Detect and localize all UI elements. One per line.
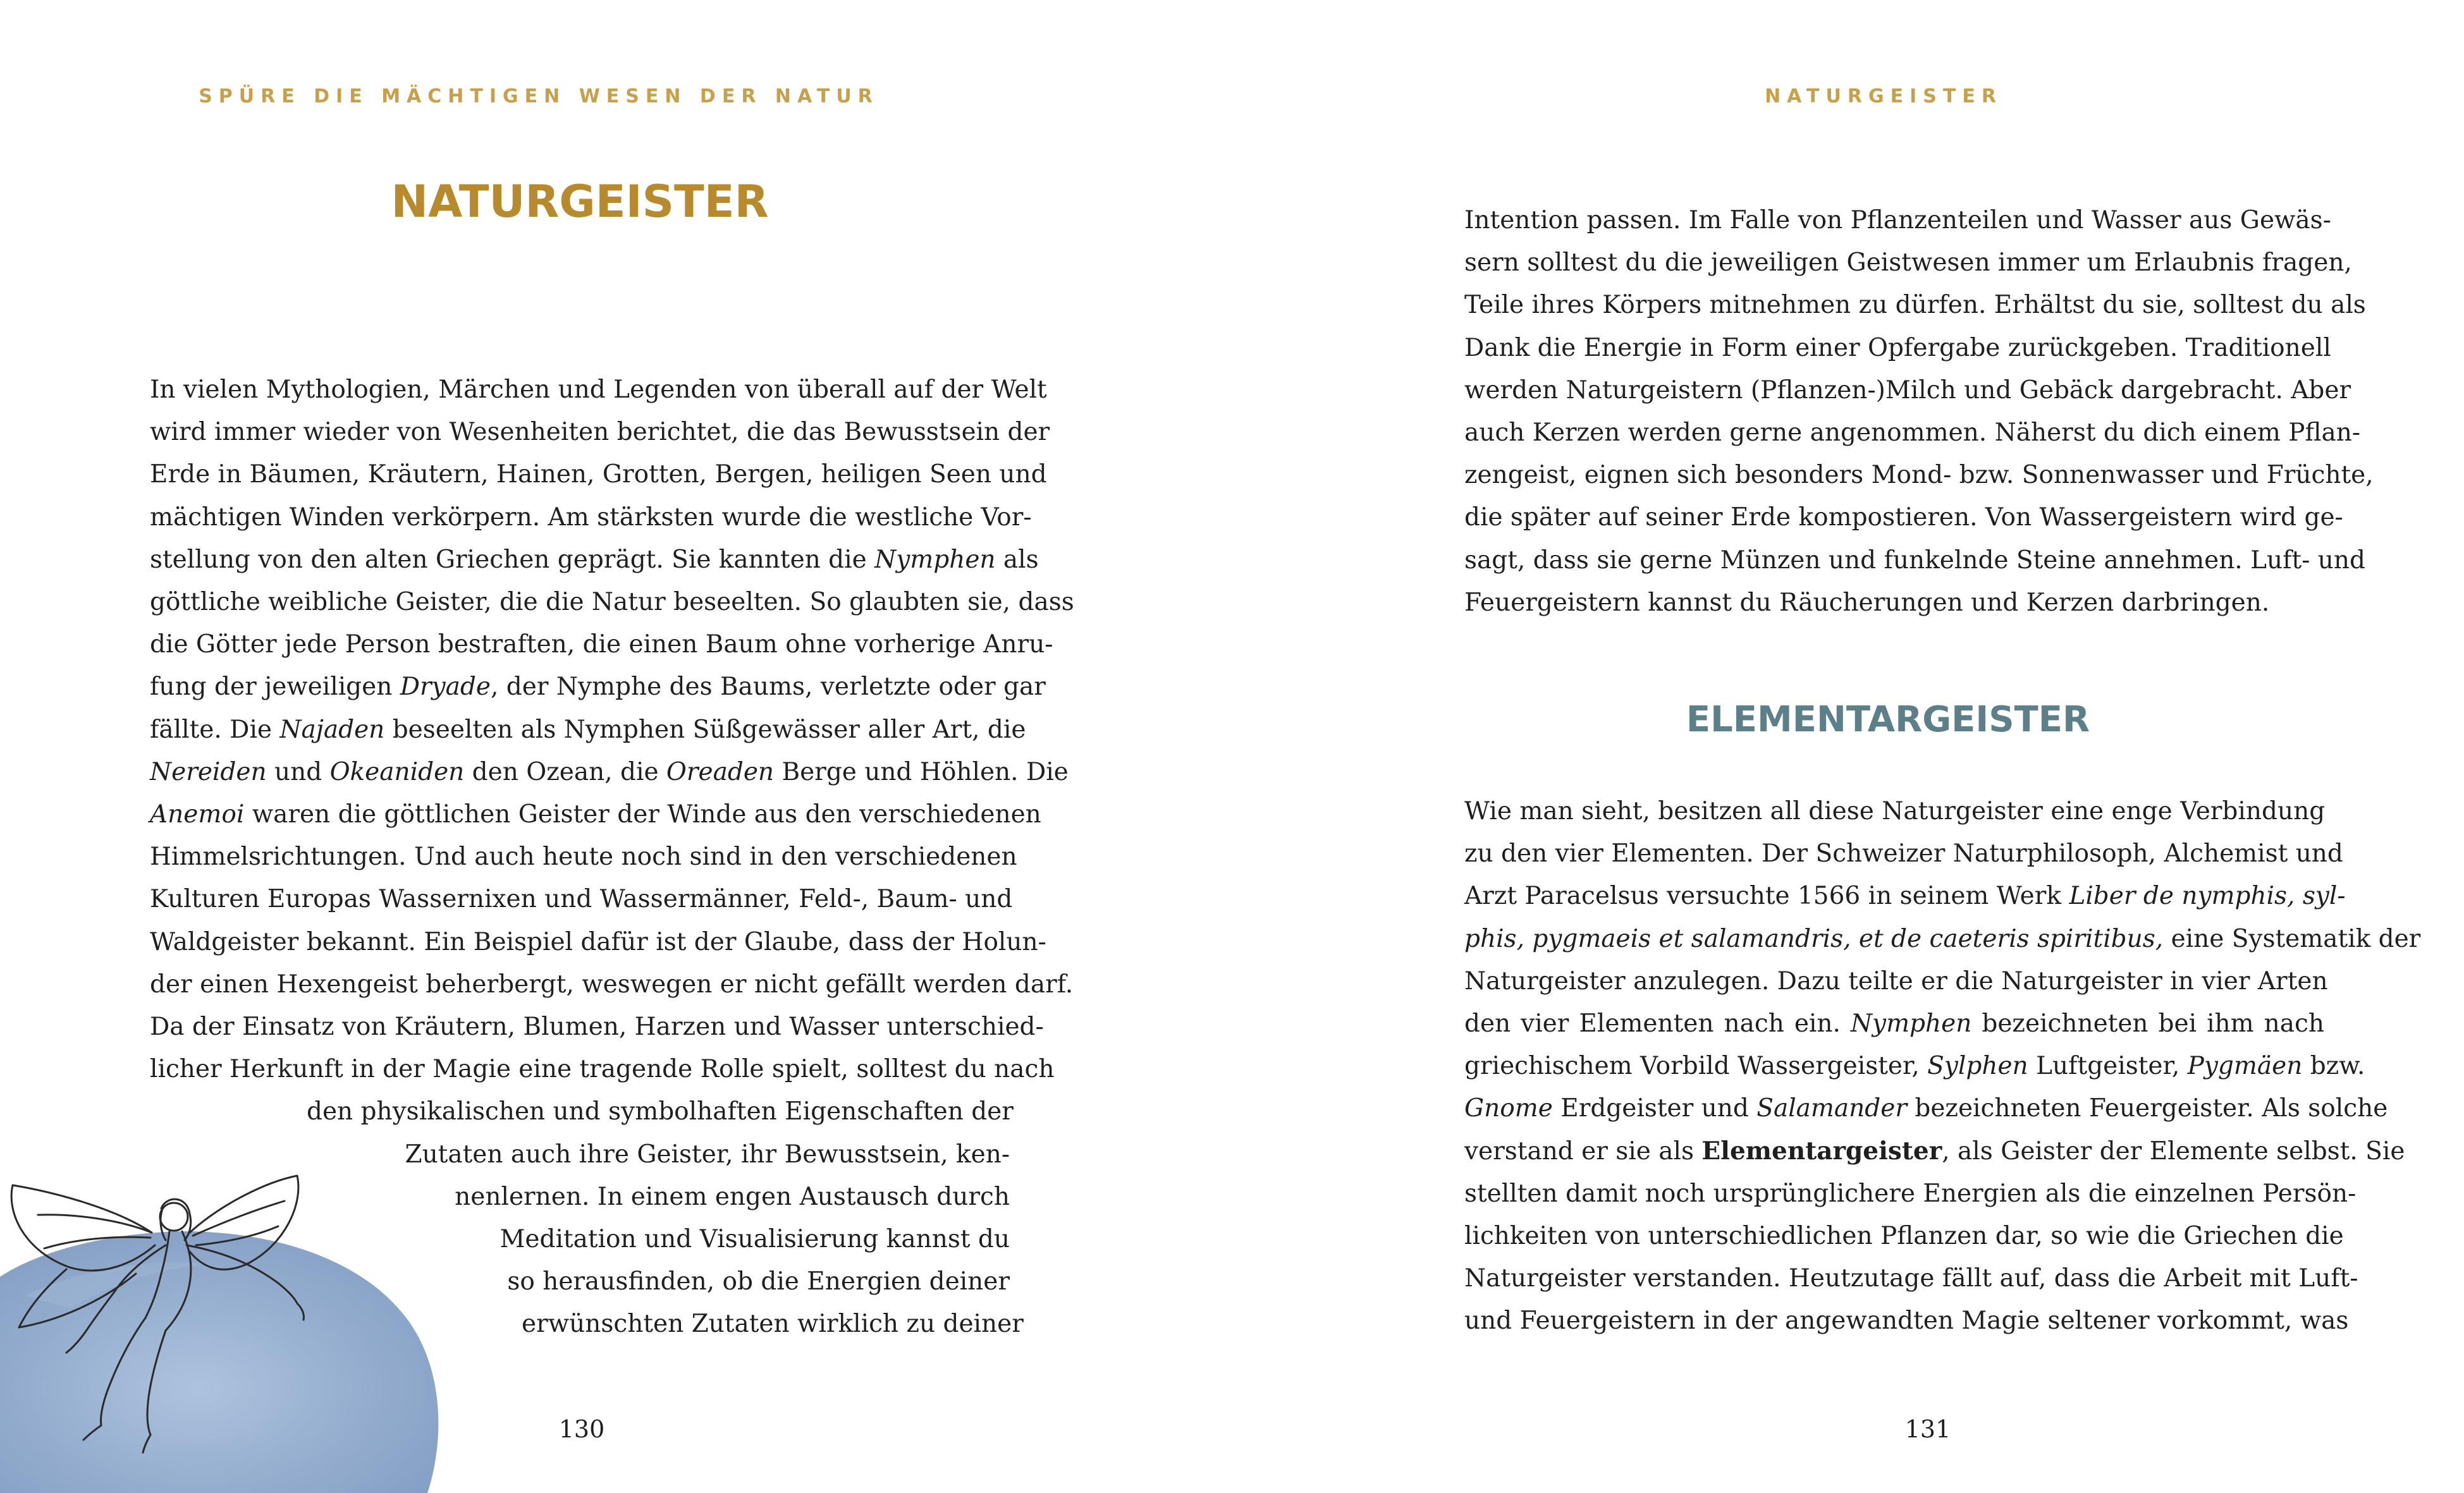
text-line: Kulturen Europas Wassernixen und Wassermänner, Feld-, Baum- und xyxy=(150,885,1013,914)
text-line: fung der jeweiligen Dryade, der Nymphe des Baums, verletzte oder gar xyxy=(150,673,1046,702)
section-title: ELEMENTARGEISTER xyxy=(1686,699,2090,740)
text-line: göttliche weibliche Geister, die die Natur beseelten. So glaubten sie, dass xyxy=(150,588,1074,616)
text-line: stellung von den alten Griechen geprägt. Sie kannten die Nymphen als xyxy=(150,545,1039,574)
text-line: und Feuergeistern in der angewandten Magie seltener vorkommt, was xyxy=(1464,1307,2349,1336)
text-line: der einen Hexengeist beherbergt, weswegen er nicht gefällt werden darf. xyxy=(150,970,1074,999)
text-line: fällte. Die Najaden beseelten als Nymphen Süßgewässer aller Art, die xyxy=(150,715,1026,744)
text-line: erwünschten Zutaten wirklich zu deiner xyxy=(522,1310,1024,1339)
text-line: Anemoi waren die göttlichen Geister der Winde aus den verschiedenen xyxy=(150,800,1041,829)
text-line: nenlernen. In einem engen Austausch durch xyxy=(455,1182,1010,1211)
text-line: Arzt Paracelsus versuchte 1566 in seinem Werk Liber de nymphis, syl- xyxy=(1464,882,2346,911)
text-line: Wie man sieht, besitzen all diese Naturgeister eine enge Verbindung xyxy=(1464,797,2326,826)
text-line: so herausfinden, ob die Energien deiner xyxy=(507,1267,1010,1296)
text-line: die Götter jede Person bestraften, die einen Baum ohne vorherige Anru- xyxy=(150,630,1053,659)
text-line: stellten damit noch ursprünglichere Energien als die einzelnen Persön- xyxy=(1464,1179,2357,1208)
page-number-left: 130 xyxy=(558,1415,605,1443)
text-line: Erde in Bäumen, Kräutern, Hainen, Grotten, Bergen, heiligen Seen und xyxy=(150,460,1047,489)
running-head-right: NATURGEISTER xyxy=(1765,85,2002,107)
text-line: die später auf seiner Erde kompostieren. Von Wassergeistern wird ge- xyxy=(1464,503,2343,532)
text-line: Feuergeistern kannst du Räucherungen und Kerzen darbringen. xyxy=(1464,588,2270,617)
right-page xyxy=(1232,0,2464,1493)
text-line: wird immer wieder von Wesenheiten berichtet, die das Bewusstsein der xyxy=(150,418,1050,447)
text-line: Zutaten auch ihre Geister, ihr Bewusstsein, ken- xyxy=(405,1140,1010,1169)
chapter-title: NATURGEISTER xyxy=(391,176,769,228)
text-line: Nereiden und Okeaniden den Ozean, die Oreaden Berge und Höhlen. Die xyxy=(150,757,1069,786)
page-number-right: 131 xyxy=(1904,1415,1951,1443)
text-line: zengeist, eignen sich besonders Mond- bzw. Sonnenwasser und Früchte, xyxy=(1464,461,2374,490)
text-line: griechischem Vorbild Wassergeister, Sylphen Luftgeister, Pygmäen bzw. xyxy=(1464,1052,2365,1081)
text-line: Intention passen. Im Falle von Pflanzenteilen und Wasser aus Gewäs- xyxy=(1464,206,2331,235)
text-line: licher Herkunft in der Magie eine tragende Rolle spielt, solltest du nach xyxy=(150,1055,1055,1084)
text-line: den physikalischen und symbolhaften Eigenschaften der xyxy=(307,1097,1014,1126)
text-line: lichkeiten von unterschiedlichen Pflanzen dar, so wie die Griechen die xyxy=(1464,1222,2344,1250)
text-line: auch Kerzen werden gerne angenommen. Näherst du dich einem Pflan- xyxy=(1464,418,2361,447)
text-line: Naturgeister verstanden. Heutzutage fällt auf, dass die Arbeit mit Luft- xyxy=(1464,1264,2358,1293)
text-line: In vielen Mythologien, Märchen und Legenden von überall auf der Welt xyxy=(150,375,1047,404)
text-line: zu den vier Elementen. Der Schweizer Naturphilosoph, Alchemist und xyxy=(1464,839,2343,868)
text-line: phis, pygmaeis et salamandris, et de caeteris spiritibus, eine Systematik der xyxy=(1464,924,2421,953)
text-line: Meditation und Visualisierung kannst du xyxy=(500,1225,1010,1253)
running-head-left: SPÜRE DIE MÄCHTIGEN WESEN DER NATUR xyxy=(199,85,879,107)
text-line: Dank die Energie in Form einer Opfergabe zurückgeben. Traditionell xyxy=(1464,333,2331,362)
text-line: Naturgeister anzulegen. Dazu teilte er die Naturgeister in vier Arten xyxy=(1464,966,2328,996)
text-line: werden Naturgeistern (Pflanzen-)Milch und Gebäck dargebracht. Aber xyxy=(1464,375,2351,405)
text-line: mächtigen Winden verkörpern. Am stärksten wurde die westliche Vor- xyxy=(150,503,1032,532)
text-line: Himmelsrichtungen. Und auch heute noch sind in den verschiedenen xyxy=(150,843,1017,872)
text-line: Da der Einsatz von Kräutern, Blumen, Harzen und Wasser unterschied- xyxy=(150,1013,1044,1041)
text-line: sern solltest du die jeweiligen Geistwesen immer um Erlaubnis fragen, xyxy=(1464,248,2352,277)
fairy-illustration xyxy=(0,1157,455,1493)
text-line: Waldgeister bekannt. Ein Beispiel dafür ist der Glaube, dass der Holun- xyxy=(150,927,1046,956)
text-line: sagt, dass sie gerne Münzen und funkelnde Steine annehmen. Luft- und xyxy=(1464,545,2366,575)
text-line: verstand er sie als Elementargeister, als Geister der Elemente selbst. Sie xyxy=(1464,1136,2405,1166)
text-line: Gnome Erdgeister und Salamander bezeichneten Feuergeister. Als solche xyxy=(1464,1094,2388,1123)
text-line: den vier Elementen nach ein. Nymphen bezeichneten bei ihm nach xyxy=(1464,1009,2324,1038)
text-line: Teile ihres Körpers mitnehmen zu dürfen. Erhältst du sie, solltest du als xyxy=(1464,291,2366,320)
